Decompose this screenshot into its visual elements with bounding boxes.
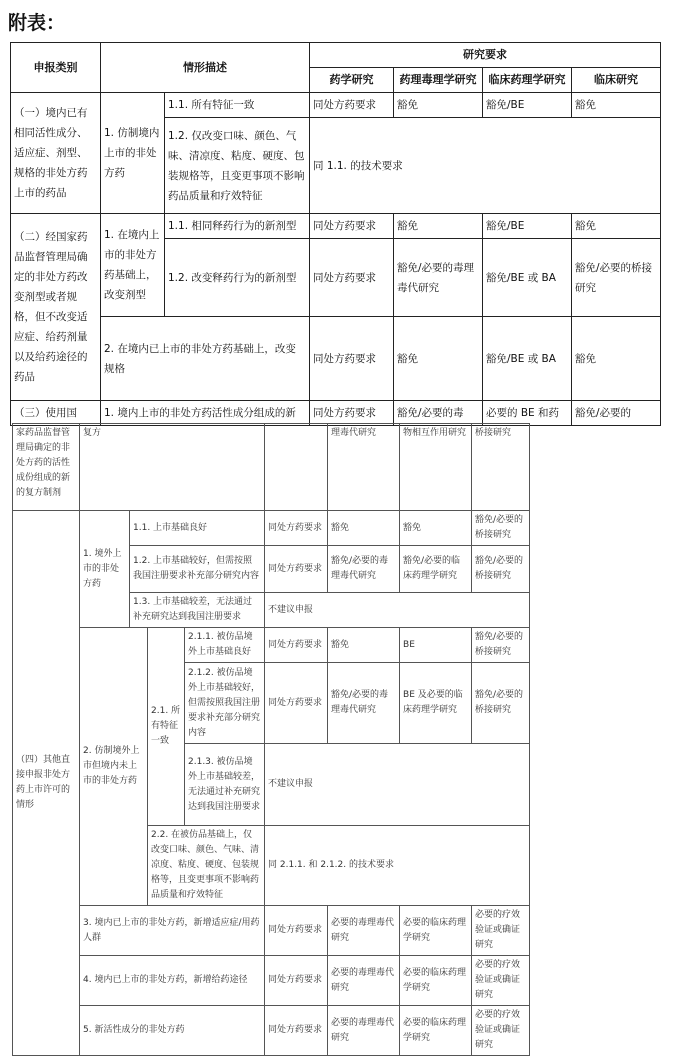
clin-pharm-cell: 豁免/BE [483,214,572,239]
subsubcategory-cell: 2.1. 所有特征一致 [148,628,185,826]
tox-cell: 豁免/必要的毒理毒代研究 [328,663,400,744]
pharm-cell: 同处方药要求 [265,906,328,956]
clin-pharm-cell: BE [400,628,472,663]
header-requirements: 研究要求 [310,43,661,68]
tox-cell: 豁免 [328,511,400,546]
header-pharmaceutical: 药学研究 [310,68,394,93]
pharm-cell [310,401,394,426]
situation-cell: 1.2. 改变释药行为的新剂型 [165,239,310,317]
clin-cell: 豁免 [572,317,661,401]
pharm-cell: 同处方药要求 [265,511,328,546]
clin-cell [572,401,661,426]
situation-cell: 2.2. 在被仿品基础上，仅改变口味、颜色、气味、清凉度、粘度、硬度、包装规格等，且变更事项不影响药品质量和疗效特征 [148,826,265,906]
tox-cell: 必要的毒理毒代研究 [328,956,400,1006]
situation-cell [101,401,310,426]
clin-pharm-cell: 豁免 [400,511,472,546]
subcategory-cell: 1. 在境内上市的非处方药基础上，改变剂型 [101,214,165,317]
clin-cell: 豁免/必要的桥接研究 [472,628,530,663]
requirements-table-top [10,42,661,426]
clin-cell: 豁免/必要的桥接研究 [472,511,530,546]
header-description: 情形描述 [101,43,310,93]
subcategory-cell: 1. 境外上市的非处方药 [80,511,130,628]
clin-pharm-cell: 豁免/必要的临床药理学研究 [400,546,472,593]
header-clinical-pharmacology: 临床药理学研究 [483,68,572,93]
clin-cell: 必要的疗效验证或确证研究 [472,1006,530,1056]
category-cell: （四）其他直接申报非处方药上市许可的情形 [13,511,80,1056]
situation-cell: 1.2. 仅改变口味、颜色、气味、清凉度、粘度、硬度、包装规格等，且变更事项不影响药品质量和疗效特征 [165,118,310,214]
pharm-cell [265,424,328,511]
clin-cell: 必要的疗效验证或确证研究 [472,906,530,956]
pharm-cell: 同处方药要求 [265,1006,328,1056]
category-cell: （二）经国家药品监督管理局确定的非处方药改变剂型或者规格，但不改变适应症、给药剂量以及给药途径的药品 [11,214,101,401]
requirement-merged-cell: 同 2.1.1. 和 2.1.2. 的技术要求 [265,826,530,906]
tox-cell: 豁免 [328,628,400,663]
clin-pharm-cell: BE 及必要的临床药理学研究 [400,663,472,744]
situation-cell: 1.1. 所有特征一致 [165,93,310,118]
tox-cell: 豁免 [394,214,483,239]
situation-cell: 1.3. 上市基础较差，无法通过补充研究达到我国注册要求 [130,593,265,628]
requirements-table-continued [12,423,530,1056]
header-toxicology: 药理毒理学研究 [394,68,483,93]
clin-pharm-cell: 必要的临床药理学研究 [400,956,472,1006]
clin-pharm-cell: 豁免/BE 或 BA [483,317,572,401]
clin-pharm-cell: 豁免/BE 或 BA [483,239,572,317]
tox-cell: 豁免 [394,93,483,118]
pharm-cell: 同处方药要求 [310,214,394,239]
tox-cell: 豁免 [394,317,483,401]
clin-pharm-cell: 物相互作用研究 [400,424,472,511]
pharm-cell: 同处方药要求 [265,663,328,744]
situation-cell: 5. 新活性成分的非处方药 [80,1006,265,1056]
requirement-merged-cell: 不建议申报 [265,744,530,826]
situation-cell: 2. 在境内已上市的非处方药基础上，改变规格 [101,317,310,401]
clin-cell: 豁免 [572,93,661,118]
clin-cell: 豁免 [572,214,661,239]
requirement-merged-cell: 同 1.1. 的技术要求 [310,118,661,214]
situation-text: 1. 境内上市的非处方药活性成分组成的新 [104,407,296,419]
situation-cell: 2.1.1. 被仿品境外上市基础良好 [185,628,265,663]
tox-cell: 豁免/必要的毒理毒代研究 [394,239,483,317]
page-heading: 附表： [8,12,66,34]
situation-cell: 4. 境内已上市的非处方药，新增给药途径 [80,956,265,1006]
header-category: 申报类别 [11,43,101,93]
clin-cell: 桥接研究 [472,424,530,511]
subcategory-cell: 2. 仿制境外上市但境内未上市的非处方药 [80,628,148,906]
clin-text: 豁免/必要的 [575,407,632,419]
situation-cell: 2.1.2. 被仿品境外上市基础较好，但需按照我国注册要求补充部分研究内容 [185,663,265,744]
pharm-cell: 同处方药要求 [310,239,394,317]
clin-cell: 必要的疗效验证或确证研究 [472,956,530,1006]
clin-cell: 豁免/必要的桥接研究 [472,546,530,593]
pharm-cell: 同处方药要求 [310,317,394,401]
tox-cell: 豁免/必要的毒理毒代研究 [328,546,400,593]
clin-pharm-text: 必要的 BE 和药 [486,407,560,419]
pharm-text: 同处方药要求 [313,407,376,419]
situation-cell: 1.1. 相同释药行为的新剂型 [165,214,310,239]
situation-cell: 3. 境内已上市的非处方药，新增适应症/用药人群 [80,906,265,956]
situation-cell: 复方 [80,424,265,511]
tox-cell: 理毒代研究 [328,424,400,511]
situation-cell: 1.2. 上市基础较好，但需按照我国注册要求补充部分研究内容 [130,546,265,593]
category-cell: （一）境内已有相同活性成分、适应症、剂型、规格的非处方药上市的药品 [11,93,101,214]
category-cell [11,401,101,426]
situation-cell: 2.1.3. 被仿品境外上市基础较差，无法通过补充研究达到我国注册要求 [185,744,265,826]
category-cell: 家药品监督管理局确定的非处方药的活性成份组成的新的复方制剂 [13,424,80,511]
pharm-cell: 同处方药要求 [265,628,328,663]
situation-cell: 1.1. 上市基础良好 [130,511,265,546]
requirement-merged-cell: 不建议申报 [265,593,530,628]
clin-pharm-cell: 豁免/BE [483,93,572,118]
category-text: （三）使用国 [14,407,77,419]
pharm-cell: 同处方药要求 [265,956,328,1006]
tox-cell: 必要的毒理毒代研究 [328,906,400,956]
clin-pharm-cell: 必要的临床药理学研究 [400,1006,472,1056]
clin-cell: 豁免/必要的桥接研究 [472,663,530,744]
tox-text: 豁免/必要的毒 [397,407,464,419]
subcategory-cell: 1. 仿制境内上市的非处方药 [101,93,165,214]
pharm-cell: 同处方药要求 [265,546,328,593]
clin-pharm-cell [483,401,572,426]
pharm-cell: 同处方药要求 [310,93,394,118]
tox-cell: 必要的毒理毒代研究 [328,1006,400,1056]
tox-cell [394,401,483,426]
clin-pharm-cell: 必要的临床药理学研究 [400,906,472,956]
clin-cell: 豁免/必要的桥接研究 [572,239,661,317]
header-clinical: 临床研究 [572,68,661,93]
